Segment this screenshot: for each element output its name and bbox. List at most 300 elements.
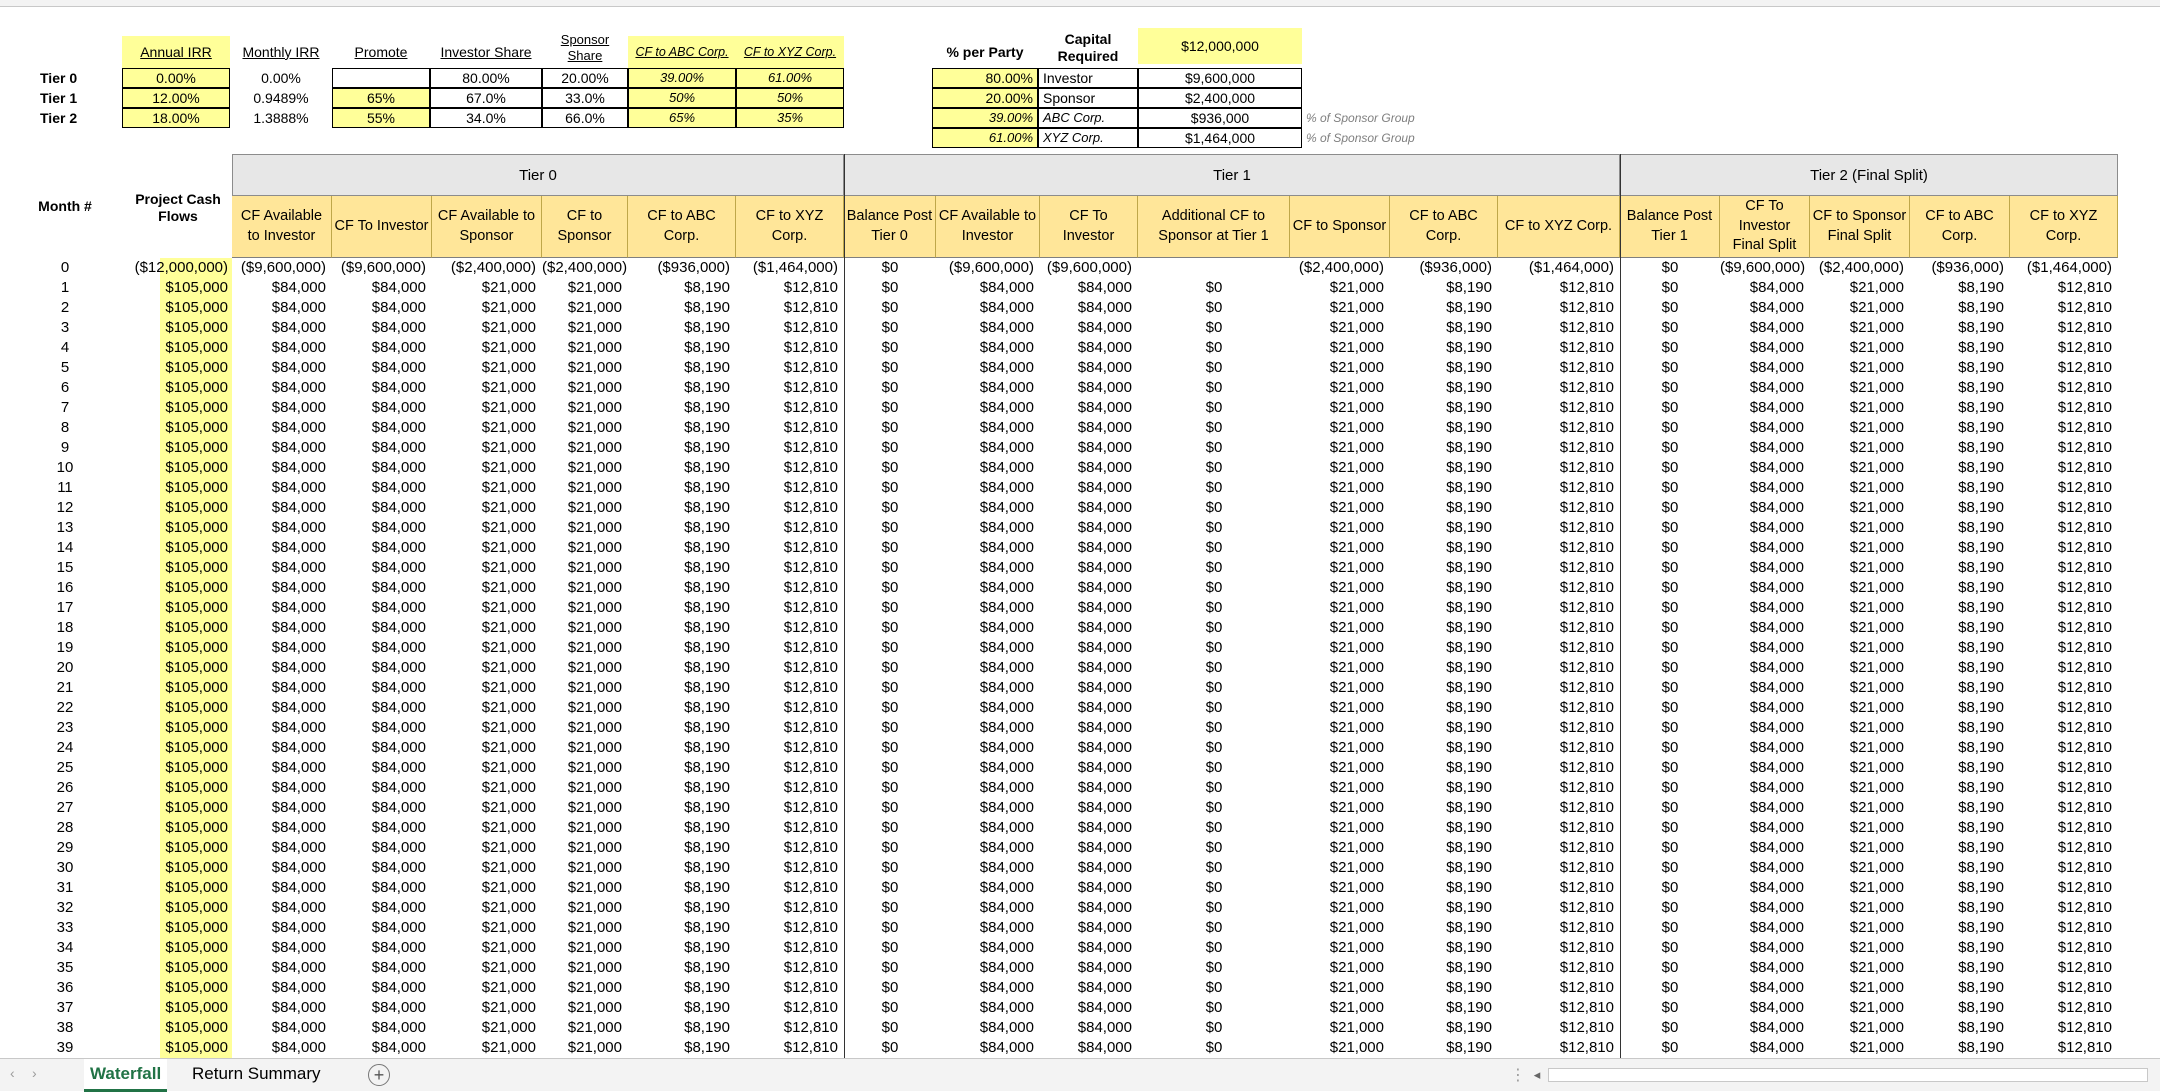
cell-t2-cf-xyz[interactable]: $12,810 — [2057, 519, 2112, 536]
project-cash-flow[interactable]: $105,000 — [165, 339, 228, 356]
cell-t0-cf-abc[interactable]: $8,190 — [684, 559, 730, 576]
cell-t1-cf-avail-investor[interactable]: $84,000 — [979, 699, 1034, 716]
cell-t1-cf-sponsor[interactable]: $21,000 — [1329, 299, 1384, 316]
cell-t1-additional-sponsor[interactable]: $0 — [1205, 779, 1223, 796]
cell-t1-cf-sponsor[interactable]: $21,000 — [1329, 479, 1384, 496]
cell-t0-cf-sponsor[interactable]: $21,000 — [567, 479, 622, 496]
cell-t1-additional-sponsor[interactable]: $0 — [1205, 499, 1223, 516]
cell-t0-cf-sponsor[interactable]: $21,000 — [567, 919, 622, 936]
cell-t2-cf-investor-final[interactable]: $84,000 — [1749, 779, 1804, 796]
cell-t1-balance-post-t0[interactable]: $0 — [881, 539, 899, 556]
assumption-monthly[interactable]: 0.9489% — [253, 89, 309, 106]
cell-t0-cf-avail-sponsor[interactable]: $21,000 — [481, 619, 536, 636]
project-cash-flow[interactable]: $105,000 — [165, 819, 228, 836]
cell-t0-cf-avail-sponsor[interactable]: $21,000 — [481, 919, 536, 936]
cell-t1-cf-avail-investor[interactable]: $84,000 — [979, 1039, 1034, 1056]
cell-t2-cf-investor-final[interactable]: $84,000 — [1749, 759, 1804, 776]
cell-t1-cf-abc[interactable]: $8,190 — [1446, 279, 1492, 296]
cell-t0-cf-xyz[interactable]: $12,810 — [783, 379, 838, 396]
cell-t0-cf-sponsor[interactable]: $21,000 — [567, 299, 622, 316]
assumption-xyz[interactable]: 61.00% — [736, 68, 844, 88]
cell-t1-cf-sponsor[interactable]: $21,000 — [1329, 1019, 1384, 1036]
cell-t2-cf-sponsor-final[interactable]: $21,000 — [1849, 419, 1904, 436]
cell-t2-cf-sponsor-final[interactable]: $21,000 — [1849, 939, 1904, 956]
cell-t1-cf-xyz[interactable]: $12,810 — [1559, 599, 1614, 616]
cell-t1-cf-sponsor[interactable]: $21,000 — [1329, 619, 1384, 636]
cell-t1-cf-xyz[interactable]: $12,810 — [1559, 979, 1614, 996]
cell-t1-additional-sponsor[interactable]: $0 — [1205, 719, 1223, 736]
cell-t2-balance-post-t1[interactable]: $0 — [1661, 739, 1679, 756]
cell-t1-additional-sponsor[interactable]: $0 — [1205, 559, 1223, 576]
cell-t1-additional-sponsor[interactable]: $0 — [1205, 699, 1223, 716]
cell-t0-cf-avail-investor[interactable]: $84,000 — [271, 339, 326, 356]
cell-t1-cf-investor[interactable]: ($9,600,000) — [1046, 259, 1132, 276]
cell-t1-cf-xyz[interactable]: $12,810 — [1559, 839, 1614, 856]
cell-t0-cf-avail-investor[interactable]: $84,000 — [271, 699, 326, 716]
assumption-monthly[interactable]: 0.00% — [261, 69, 301, 86]
project-cash-flow[interactable]: $105,000 — [165, 979, 228, 996]
cell-t0-cf-xyz[interactable]: $12,810 — [783, 759, 838, 776]
cell-t1-balance-post-t0[interactable]: $0 — [881, 579, 899, 596]
cell-t2-cf-xyz[interactable]: $12,810 — [2057, 599, 2112, 616]
cell-t1-balance-post-t0[interactable]: $0 — [881, 999, 899, 1016]
cell-t0-cf-avail-investor[interactable]: $84,000 — [271, 899, 326, 916]
cell-t0-cf-avail-investor[interactable]: $84,000 — [271, 919, 326, 936]
cell-t2-cf-xyz[interactable]: $12,810 — [2057, 799, 2112, 816]
cell-t0-cf-abc[interactable]: $8,190 — [684, 959, 730, 976]
cell-t0-cf-abc[interactable]: $8,190 — [684, 459, 730, 476]
cell-t2-cf-abc[interactable]: $8,190 — [1958, 879, 2004, 896]
cell-t1-additional-sponsor[interactable]: $0 — [1205, 579, 1223, 596]
cell-t1-cf-sponsor[interactable]: $21,000 — [1329, 899, 1384, 916]
cell-t1-additional-sponsor[interactable]: $0 — [1205, 479, 1223, 496]
cell-t1-balance-post-t0[interactable]: $0 — [881, 639, 899, 656]
cell-t1-cf-avail-investor[interactable]: $84,000 — [979, 919, 1034, 936]
cell-t0-cf-sponsor[interactable]: $21,000 — [567, 379, 622, 396]
cell-t2-cf-xyz[interactable]: $12,810 — [2057, 439, 2112, 456]
cell-t0-cf-investor[interactable]: $84,000 — [371, 819, 426, 836]
cell-t0-cf-avail-investor[interactable]: $84,000 — [271, 1039, 326, 1056]
cell-t2-cf-abc[interactable]: $8,190 — [1958, 579, 2004, 596]
cell-t1-cf-xyz[interactable]: $12,810 — [1559, 1039, 1614, 1056]
cell-t1-balance-post-t0[interactable]: $0 — [881, 839, 899, 856]
cell-t2-cf-abc[interactable]: $8,190 — [1958, 859, 2004, 876]
cell-t0-cf-abc[interactable]: $8,190 — [684, 939, 730, 956]
cell-t0-cf-xyz[interactable]: $12,810 — [783, 999, 838, 1016]
cell-t0-cf-sponsor[interactable]: $21,000 — [567, 559, 622, 576]
cell-t0-cf-avail-investor[interactable]: $84,000 — [271, 959, 326, 976]
cell-t1-cf-xyz[interactable]: $12,810 — [1559, 759, 1614, 776]
cell-t2-cf-investor-final[interactable]: $84,000 — [1749, 799, 1804, 816]
cell-t1-cf-investor[interactable]: $84,000 — [1077, 739, 1132, 756]
cell-t1-cf-sponsor[interactable]: $21,000 — [1329, 819, 1384, 836]
cell-t1-cf-xyz[interactable]: $12,810 — [1559, 659, 1614, 676]
cell-t2-cf-xyz[interactable]: $12,810 — [2057, 879, 2112, 896]
cell-t1-cf-abc[interactable]: $8,190 — [1446, 879, 1492, 896]
cell-t1-balance-post-t0[interactable]: $0 — [881, 919, 899, 936]
cell-t1-cf-sponsor[interactable]: $21,000 — [1329, 719, 1384, 736]
cell-t1-cf-xyz[interactable]: $12,810 — [1559, 539, 1614, 556]
assumption-promote[interactable]: 65% — [332, 88, 430, 108]
cell-t1-cf-xyz[interactable]: $12,810 — [1559, 639, 1614, 656]
cell-t2-cf-xyz[interactable]: $12,810 — [2057, 659, 2112, 676]
cell-t0-cf-xyz[interactable]: $12,810 — [783, 279, 838, 296]
cell-t2-cf-xyz[interactable]: $12,810 — [2057, 899, 2112, 916]
cell-t0-cf-sponsor[interactable]: $21,000 — [567, 499, 622, 516]
cell-t2-cf-investor-final[interactable]: $84,000 — [1749, 739, 1804, 756]
cell-t0-cf-xyz[interactable]: $12,810 — [783, 779, 838, 796]
cell-t1-cf-investor[interactable]: $84,000 — [1077, 279, 1132, 296]
cell-t1-cf-avail-investor[interactable]: $84,000 — [979, 959, 1034, 976]
cell-t2-cf-sponsor-final[interactable]: $21,000 — [1849, 999, 1904, 1016]
cell-t1-cf-xyz[interactable]: $12,810 — [1559, 559, 1614, 576]
cell-t0-cf-abc[interactable]: $8,190 — [684, 1019, 730, 1036]
cell-t0-cf-avail-investor[interactable]: $84,000 — [271, 859, 326, 876]
cell-t2-cf-xyz[interactable]: $12,810 — [2057, 539, 2112, 556]
capital-total[interactable]: $12,000,000 — [1138, 28, 1302, 64]
cell-t0-cf-sponsor[interactable]: $21,000 — [567, 659, 622, 676]
scroll-right-icon[interactable]: › — [32, 1065, 37, 1081]
cell-t2-balance-post-t1[interactable]: $0 — [1661, 419, 1679, 436]
cell-t1-additional-sponsor[interactable]: $0 — [1205, 679, 1223, 696]
cell-t0-cf-avail-investor[interactable]: $84,000 — [271, 779, 326, 796]
cell-t0-cf-investor[interactable]: $84,000 — [371, 499, 426, 516]
cell-t0-cf-xyz[interactable]: $12,810 — [783, 299, 838, 316]
cell-t2-cf-investor-final[interactable]: $84,000 — [1749, 939, 1804, 956]
cell-t1-balance-post-t0[interactable]: $0 — [881, 419, 899, 436]
cell-t0-cf-avail-investor[interactable]: $84,000 — [271, 539, 326, 556]
cell-t0-cf-investor[interactable]: $84,000 — [371, 279, 426, 296]
cell-t0-cf-investor[interactable]: $84,000 — [371, 739, 426, 756]
cell-t1-cf-avail-investor[interactable]: $84,000 — [979, 559, 1034, 576]
project-cash-flow[interactable]: $105,000 — [165, 619, 228, 636]
cell-t0-cf-investor[interactable]: $84,000 — [371, 659, 426, 676]
cell-t1-cf-avail-investor[interactable]: $84,000 — [979, 339, 1034, 356]
cell-t1-cf-investor[interactable]: $84,000 — [1077, 799, 1132, 816]
cell-t2-cf-investor-final[interactable]: $84,000 — [1749, 639, 1804, 656]
project-cash-flow[interactable]: $105,000 — [165, 639, 228, 656]
cell-t0-cf-avail-sponsor[interactable]: $21,000 — [481, 899, 536, 916]
cell-t2-cf-investor-final[interactable]: $84,000 — [1749, 719, 1804, 736]
cell-t1-cf-xyz[interactable]: $12,810 — [1559, 439, 1614, 456]
cell-t0-cf-sponsor[interactable]: $21,000 — [567, 779, 622, 796]
cell-t0-cf-xyz[interactable]: $12,810 — [783, 439, 838, 456]
cell-t1-cf-abc[interactable]: $8,190 — [1446, 659, 1492, 676]
cell-t1-cf-abc[interactable]: $8,190 — [1446, 1039, 1492, 1056]
cell-t2-cf-abc[interactable]: $8,190 — [1958, 599, 2004, 616]
cell-t0-cf-investor[interactable]: $84,000 — [371, 759, 426, 776]
cell-t2-cf-xyz[interactable]: $12,810 — [2057, 479, 2112, 496]
cell-t1-cf-investor[interactable]: $84,000 — [1077, 379, 1132, 396]
cell-t2-cf-investor-final[interactable]: ($9,600,000) — [1720, 259, 1806, 276]
project-cash-flow[interactable]: $105,000 — [165, 299, 228, 316]
cell-t0-cf-avail-investor[interactable]: $84,000 — [271, 759, 326, 776]
cell-t1-cf-xyz[interactable]: $12,810 — [1559, 739, 1614, 756]
cell-t1-cf-abc[interactable]: $8,190 — [1446, 419, 1492, 436]
cell-t2-cf-xyz[interactable]: $12,810 — [2057, 779, 2112, 796]
cell-t1-balance-post-t0[interactable]: $0 — [881, 259, 899, 276]
cell-t1-cf-xyz[interactable]: $12,810 — [1559, 859, 1614, 876]
cell-t0-cf-avail-sponsor[interactable]: $21,000 — [481, 779, 536, 796]
cell-t1-cf-sponsor[interactable]: $21,000 — [1329, 339, 1384, 356]
cell-t1-cf-avail-investor[interactable]: ($9,600,000) — [948, 259, 1034, 276]
cell-t2-cf-sponsor-final[interactable]: $21,000 — [1849, 839, 1904, 856]
cell-t2-balance-post-t1[interactable]: $0 — [1661, 799, 1679, 816]
cell-t1-cf-avail-investor[interactable]: $84,000 — [979, 599, 1034, 616]
cell-t1-cf-abc[interactable]: $8,190 — [1446, 859, 1492, 876]
cell-t1-additional-sponsor[interactable]: $0 — [1205, 939, 1223, 956]
cell-t2-cf-investor-final[interactable]: $84,000 — [1749, 1019, 1804, 1036]
cell-t2-cf-sponsor-final[interactable]: $21,000 — [1849, 279, 1904, 296]
cell-t0-cf-abc[interactable]: $8,190 — [684, 719, 730, 736]
cell-t2-balance-post-t1[interactable]: $0 — [1661, 859, 1679, 876]
cell-t2-balance-post-t1[interactable]: $0 — [1661, 579, 1679, 596]
cell-t1-additional-sponsor[interactable]: $0 — [1205, 959, 1223, 976]
cell-t2-cf-xyz[interactable]: $12,810 — [2057, 959, 2112, 976]
cell-t2-cf-xyz[interactable]: $12,810 — [2057, 499, 2112, 516]
cell-t1-cf-xyz[interactable]: $12,810 — [1559, 819, 1614, 836]
cell-t0-cf-avail-sponsor[interactable]: $21,000 — [481, 379, 536, 396]
cell-t0-cf-investor[interactable]: $84,000 — [371, 339, 426, 356]
cell-t2-balance-post-t1[interactable]: $0 — [1661, 399, 1679, 416]
cell-t1-balance-post-t0[interactable]: $0 — [881, 719, 899, 736]
cell-t1-balance-post-t0[interactable]: $0 — [881, 799, 899, 816]
cell-t2-cf-investor-final[interactable]: $84,000 — [1749, 819, 1804, 836]
cell-t1-cf-xyz[interactable]: $12,810 — [1559, 459, 1614, 476]
cell-t1-cf-investor[interactable]: $84,000 — [1077, 679, 1132, 696]
cell-t0-cf-avail-sponsor[interactable]: $21,000 — [481, 759, 536, 776]
cell-t1-additional-sponsor[interactable]: $0 — [1205, 839, 1223, 856]
cell-t1-cf-investor[interactable]: $84,000 — [1077, 459, 1132, 476]
cell-t2-balance-post-t1[interactable]: $0 — [1661, 599, 1679, 616]
cell-t0-cf-avail-investor[interactable]: $84,000 — [271, 579, 326, 596]
cell-t2-balance-post-t1[interactable]: $0 — [1661, 439, 1679, 456]
cell-t2-balance-post-t1[interactable]: $0 — [1661, 939, 1679, 956]
cell-t1-cf-abc[interactable]: $8,190 — [1446, 479, 1492, 496]
cell-t0-cf-avail-investor[interactable]: $84,000 — [271, 639, 326, 656]
cell-t1-cf-sponsor[interactable]: $21,000 — [1329, 439, 1384, 456]
cell-t1-balance-post-t0[interactable]: $0 — [881, 619, 899, 636]
cell-t0-cf-investor[interactable]: $84,000 — [371, 839, 426, 856]
cell-t1-cf-abc[interactable]: $8,190 — [1446, 819, 1492, 836]
cell-t0-cf-investor[interactable]: $84,000 — [371, 719, 426, 736]
cell-t1-balance-post-t0[interactable]: $0 — [881, 679, 899, 696]
cell-t1-cf-investor[interactable]: $84,000 — [1077, 899, 1132, 916]
cell-t1-additional-sponsor[interactable]: $0 — [1205, 899, 1223, 916]
cell-t2-cf-xyz[interactable]: $12,810 — [2057, 339, 2112, 356]
cell-t1-cf-xyz[interactable]: $12,810 — [1559, 579, 1614, 596]
cell-t1-cf-sponsor[interactable]: $21,000 — [1329, 599, 1384, 616]
cell-t1-cf-avail-investor[interactable]: $84,000 — [979, 859, 1034, 876]
cell-t0-cf-avail-investor[interactable]: $84,000 — [271, 359, 326, 376]
project-cash-flow[interactable]: $105,000 — [165, 919, 228, 936]
cell-t1-cf-avail-investor[interactable]: $84,000 — [979, 639, 1034, 656]
cell-t1-balance-post-t0[interactable]: $0 — [881, 739, 899, 756]
cell-t0-cf-avail-sponsor[interactable]: $21,000 — [481, 1039, 536, 1056]
cell-t0-cf-investor[interactable]: $84,000 — [371, 979, 426, 996]
cell-t1-cf-avail-investor[interactable]: $84,000 — [979, 459, 1034, 476]
cell-t1-cf-avail-investor[interactable]: $84,000 — [979, 899, 1034, 916]
cell-t0-cf-avail-sponsor[interactable]: $21,000 — [481, 419, 536, 436]
cell-t0-cf-investor[interactable]: $84,000 — [371, 359, 426, 376]
cell-t0-cf-investor[interactable]: $84,000 — [371, 559, 426, 576]
cell-t1-balance-post-t0[interactable]: $0 — [881, 599, 899, 616]
cell-t1-cf-avail-investor[interactable]: $84,000 — [979, 999, 1034, 1016]
cell-t1-cf-sponsor[interactable]: $21,000 — [1329, 759, 1384, 776]
cell-t0-cf-sponsor[interactable]: $21,000 — [567, 719, 622, 736]
cell-t2-cf-xyz[interactable]: $12,810 — [2057, 559, 2112, 576]
project-cash-flow[interactable]: $105,000 — [165, 999, 228, 1016]
assumption-sponsor[interactable]: 66.0% — [542, 108, 628, 128]
cell-t0-cf-avail-sponsor[interactable]: $21,000 — [481, 319, 536, 336]
cell-t1-cf-avail-investor[interactable]: $84,000 — [979, 359, 1034, 376]
cell-t2-cf-xyz[interactable]: $12,810 — [2057, 719, 2112, 736]
cell-t1-cf-investor[interactable]: $84,000 — [1077, 979, 1132, 996]
assumption-annual[interactable]: 12.00% — [122, 88, 230, 108]
cell-t1-cf-abc[interactable]: $8,190 — [1446, 899, 1492, 916]
cell-t1-cf-avail-investor[interactable]: $84,000 — [979, 719, 1034, 736]
cell-t1-cf-investor[interactable]: $84,000 — [1077, 419, 1132, 436]
cell-t0-cf-abc[interactable]: $8,190 — [684, 799, 730, 816]
cell-t2-cf-xyz[interactable]: $12,810 — [2057, 459, 2112, 476]
cell-t2-cf-xyz[interactable]: $12,810 — [2057, 939, 2112, 956]
cell-t2-cf-sponsor-final[interactable]: $21,000 — [1849, 899, 1904, 916]
cell-t1-cf-avail-investor[interactable]: $84,000 — [979, 619, 1034, 636]
cell-t1-additional-sponsor[interactable]: $0 — [1205, 879, 1223, 896]
project-cash-flow[interactable]: $105,000 — [165, 1039, 228, 1056]
cell-t0-cf-avail-investor[interactable]: $84,000 — [271, 799, 326, 816]
project-cash-flow[interactable]: $105,000 — [165, 939, 228, 956]
cell-t1-additional-sponsor[interactable]: $0 — [1205, 399, 1223, 416]
cell-t1-cf-sponsor[interactable]: $21,000 — [1329, 1039, 1384, 1056]
cell-t0-cf-investor[interactable]: $84,000 — [371, 579, 426, 596]
cell-t0-cf-investor[interactable]: $84,000 — [371, 799, 426, 816]
cell-t0-cf-avail-sponsor[interactable]: $21,000 — [481, 739, 536, 756]
cell-t2-cf-sponsor-final[interactable]: $21,000 — [1849, 759, 1904, 776]
cell-t1-cf-abc[interactable]: $8,190 — [1446, 559, 1492, 576]
cell-t2-cf-investor-final[interactable]: $84,000 — [1749, 879, 1804, 896]
cell-t1-balance-post-t0[interactable]: $0 — [881, 959, 899, 976]
cell-t2-balance-post-t1[interactable]: $0 — [1661, 519, 1679, 536]
cell-t1-cf-sponsor[interactable]: $21,000 — [1329, 919, 1384, 936]
cell-t2-cf-sponsor-final[interactable]: $21,000 — [1849, 979, 1904, 996]
cell-t2-cf-sponsor-final[interactable]: $21,000 — [1849, 619, 1904, 636]
cell-t2-cf-sponsor-final[interactable]: $21,000 — [1849, 379, 1904, 396]
cell-t1-cf-sponsor[interactable]: $21,000 — [1329, 699, 1384, 716]
cell-t2-cf-investor-final[interactable]: $84,000 — [1749, 999, 1804, 1016]
cell-t2-cf-abc[interactable]: $8,190 — [1958, 359, 2004, 376]
cell-t1-cf-abc[interactable]: $8,190 — [1446, 799, 1492, 816]
cell-t2-cf-investor-final[interactable]: $84,000 — [1749, 899, 1804, 916]
cell-t2-cf-investor-final[interactable]: $84,000 — [1749, 959, 1804, 976]
cell-t1-cf-avail-investor[interactable]: $84,000 — [979, 659, 1034, 676]
cell-t0-cf-abc[interactable]: $8,190 — [684, 899, 730, 916]
cell-t1-cf-avail-investor[interactable]: $84,000 — [979, 1019, 1034, 1036]
cell-t0-cf-investor[interactable]: $84,000 — [371, 779, 426, 796]
cell-t1-cf-investor[interactable]: $84,000 — [1077, 699, 1132, 716]
cell-t2-cf-abc[interactable]: $8,190 — [1958, 979, 2004, 996]
cell-t0-cf-avail-investor[interactable]: $84,000 — [271, 499, 326, 516]
cell-t1-cf-abc[interactable]: $8,190 — [1446, 379, 1492, 396]
cell-t2-balance-post-t1[interactable]: $0 — [1661, 479, 1679, 496]
cell-t2-cf-abc[interactable]: $8,190 — [1958, 719, 2004, 736]
cell-t2-cf-abc[interactable]: $8,190 — [1958, 999, 2004, 1016]
cell-t1-cf-xyz[interactable]: $12,810 — [1559, 919, 1614, 936]
cell-t1-cf-avail-investor[interactable]: $84,000 — [979, 779, 1034, 796]
cell-t0-cf-avail-investor[interactable]: $84,000 — [271, 479, 326, 496]
cell-t2-balance-post-t1[interactable]: $0 — [1661, 539, 1679, 556]
cell-t1-cf-investor[interactable]: $84,000 — [1077, 719, 1132, 736]
cell-t0-cf-sponsor[interactable]: $21,000 — [567, 959, 622, 976]
cell-t1-cf-sponsor[interactable]: $21,000 — [1329, 639, 1384, 656]
project-cash-flow[interactable]: $105,000 — [165, 779, 228, 796]
cell-t2-cf-investor-final[interactable]: $84,000 — [1749, 1039, 1804, 1056]
cell-t1-cf-xyz[interactable]: $12,810 — [1559, 279, 1614, 296]
cell-t1-cf-sponsor[interactable]: $21,000 — [1329, 979, 1384, 996]
cell-t1-balance-post-t0[interactable]: $0 — [881, 339, 899, 356]
cell-t0-cf-avail-sponsor[interactable]: $21,000 — [481, 879, 536, 896]
cell-t0-cf-avail-investor[interactable]: $84,000 — [271, 399, 326, 416]
cell-t1-balance-post-t0[interactable]: $0 — [881, 699, 899, 716]
cell-t2-cf-abc[interactable]: $8,190 — [1958, 399, 2004, 416]
cell-t0-cf-sponsor[interactable]: $21,000 — [567, 339, 622, 356]
cell-t2-cf-xyz[interactable]: ($1,464,000) — [2026, 259, 2112, 276]
cell-t0-cf-xyz[interactable]: ($1,464,000) — [752, 259, 838, 276]
cell-t2-cf-investor-final[interactable]: $84,000 — [1749, 539, 1804, 556]
cell-t1-balance-post-t0[interactable]: $0 — [881, 299, 899, 316]
cell-t1-cf-sponsor[interactable]: $21,000 — [1329, 519, 1384, 536]
cell-t0-cf-investor[interactable]: $84,000 — [371, 999, 426, 1016]
cell-t2-cf-investor-final[interactable]: $84,000 — [1749, 279, 1804, 296]
cell-t0-cf-abc[interactable]: $8,190 — [684, 299, 730, 316]
cell-t0-cf-sponsor[interactable]: $21,000 — [567, 619, 622, 636]
cell-t2-cf-investor-final[interactable]: $84,000 — [1749, 439, 1804, 456]
cell-t1-cf-abc[interactable]: $8,190 — [1446, 339, 1492, 356]
cell-t2-cf-xyz[interactable]: $12,810 — [2057, 419, 2112, 436]
cell-t1-cf-sponsor[interactable]: $21,000 — [1329, 399, 1384, 416]
project-cash-flow[interactable]: $105,000 — [165, 399, 228, 416]
cell-t2-cf-abc[interactable]: $8,190 — [1958, 819, 2004, 836]
cell-t0-cf-xyz[interactable]: $12,810 — [783, 699, 838, 716]
cell-t1-cf-avail-investor[interactable]: $84,000 — [979, 499, 1034, 516]
cell-t0-cf-avail-sponsor[interactable]: $21,000 — [481, 1019, 536, 1036]
cell-t1-cf-xyz[interactable]: $12,810 — [1559, 879, 1614, 896]
cell-t0-cf-xyz[interactable]: $12,810 — [783, 519, 838, 536]
cell-t2-cf-investor-final[interactable]: $84,000 — [1749, 619, 1804, 636]
cell-t0-cf-abc[interactable]: $8,190 — [684, 919, 730, 936]
cell-t1-additional-sponsor[interactable]: $0 — [1205, 439, 1223, 456]
cell-t1-additional-sponsor[interactable]: $0 — [1205, 379, 1223, 396]
cell-t2-cf-investor-final[interactable]: $84,000 — [1749, 359, 1804, 376]
cell-t1-cf-abc[interactable]: $8,190 — [1446, 599, 1492, 616]
cell-t1-additional-sponsor[interactable]: $0 — [1205, 1039, 1223, 1056]
cell-t1-cf-avail-investor[interactable]: $84,000 — [979, 319, 1034, 336]
cell-t0-cf-investor[interactable]: $84,000 — [371, 439, 426, 456]
project-cash-flow[interactable]: $105,000 — [165, 559, 228, 576]
cell-t2-cf-xyz[interactable]: $12,810 — [2057, 699, 2112, 716]
assumption-xyz[interactable]: 35% — [736, 108, 844, 128]
cell-t0-cf-investor[interactable]: $84,000 — [371, 459, 426, 476]
cell-t1-cf-sponsor[interactable]: $21,000 — [1329, 279, 1384, 296]
cell-t0-cf-abc[interactable]: $8,190 — [684, 999, 730, 1016]
cell-t2-cf-abc[interactable]: $8,190 — [1958, 659, 2004, 676]
cell-t1-balance-post-t0[interactable]: $0 — [881, 439, 899, 456]
cell-t2-cf-sponsor-final[interactable]: $21,000 — [1849, 959, 1904, 976]
cell-t0-cf-sponsor[interactable]: $21,000 — [567, 579, 622, 596]
cell-t2-cf-sponsor-final[interactable]: $21,000 — [1849, 499, 1904, 516]
cell-t0-cf-investor[interactable]: $84,000 — [371, 919, 426, 936]
cell-t1-additional-sponsor[interactable]: $0 — [1205, 359, 1223, 376]
